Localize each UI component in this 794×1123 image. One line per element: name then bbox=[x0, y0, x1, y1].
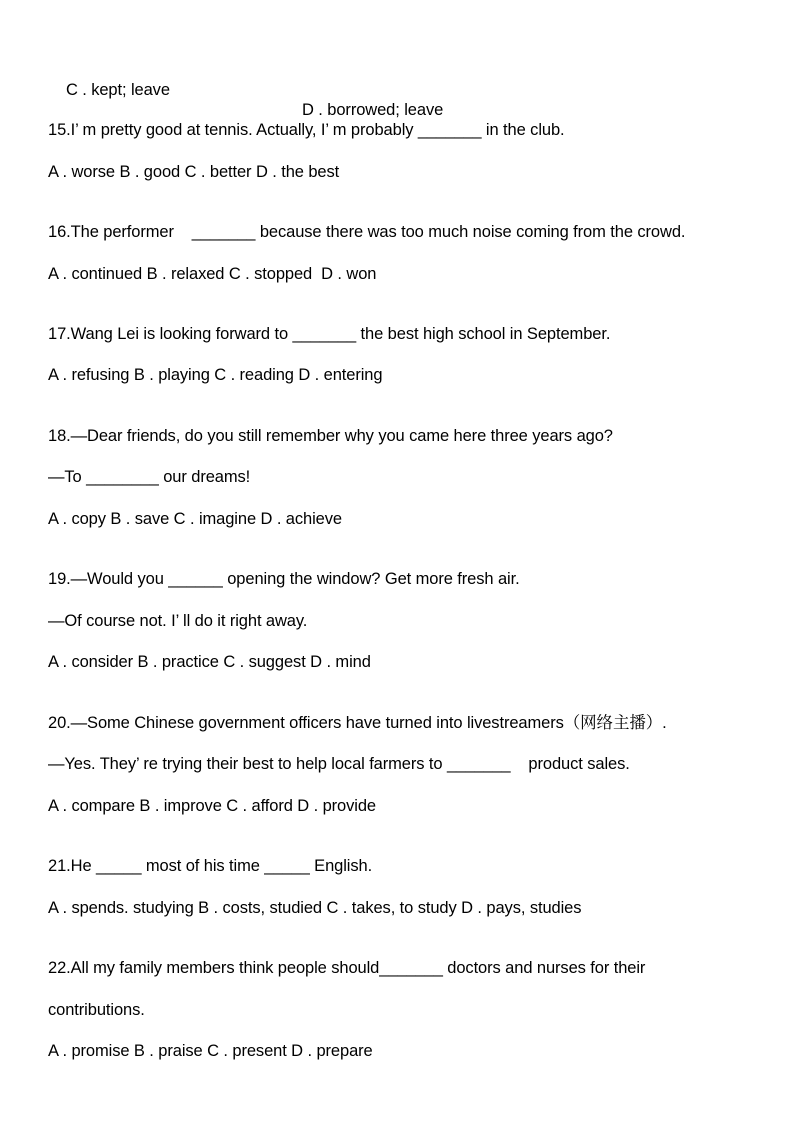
q17-options: A . refusing B . playing C . reading D . entering bbox=[48, 366, 383, 384]
q14-option-d: D . borrowed; leave bbox=[302, 101, 444, 119]
q19-reply: —Of course not. I’ ll do it right away. bbox=[48, 612, 308, 630]
q16-stem: 16.The performer _______ because there was too much noise coming from the crowd. bbox=[48, 223, 686, 241]
q18-stem: 18.—Dear friends, do you still remember why you came here three years ago? bbox=[48, 427, 613, 445]
q22-options: A . promise B . praise C . present D . prepare bbox=[48, 1042, 373, 1060]
q21-stem: 21.He _____ most of his time _____ English. bbox=[48, 857, 373, 875]
q20-options: A . compare B . improve C . afford D . provide bbox=[48, 797, 376, 815]
q19-stem: 19.—Would you ______ opening the window? Get more fresh air. bbox=[48, 570, 520, 588]
q20-stem: 20.—Some Chinese government officers have turned into livestreamers（网络主播）. bbox=[48, 714, 667, 732]
q14-option-c: C . kept; leave bbox=[65, 81, 170, 99]
q15-options: A . worse B . good C . better D . the best bbox=[48, 163, 340, 181]
q18-reply: —To ________ our dreams! bbox=[48, 468, 251, 486]
q20-reply: —Yes. They’ re trying their best to help local farmers to _______ product sales. bbox=[48, 755, 630, 773]
q22-stem-continued: contributions. bbox=[48, 1001, 145, 1019]
q16-options: A . continued B . relaxed C . stopped D . won bbox=[48, 265, 377, 283]
q21-options: A . spends. studying B . costs, studied C . takes, to study D . pays, studies bbox=[48, 899, 582, 917]
q17-stem: 17.Wang Lei is looking forward to _______ the best high school in September. bbox=[48, 325, 611, 343]
q18-options: A . copy B . save C . imagine D . achieve bbox=[48, 510, 342, 528]
q22-stem: 22.All my family members think people should_______ doctors and nurses for their bbox=[48, 959, 646, 977]
q15-stem: 15.I’ m pretty good at tennis. Actually, I’ m probably _______ in the club. bbox=[48, 121, 565, 139]
q19-options: A . consider B . practice C . suggest D . mind bbox=[48, 653, 371, 671]
